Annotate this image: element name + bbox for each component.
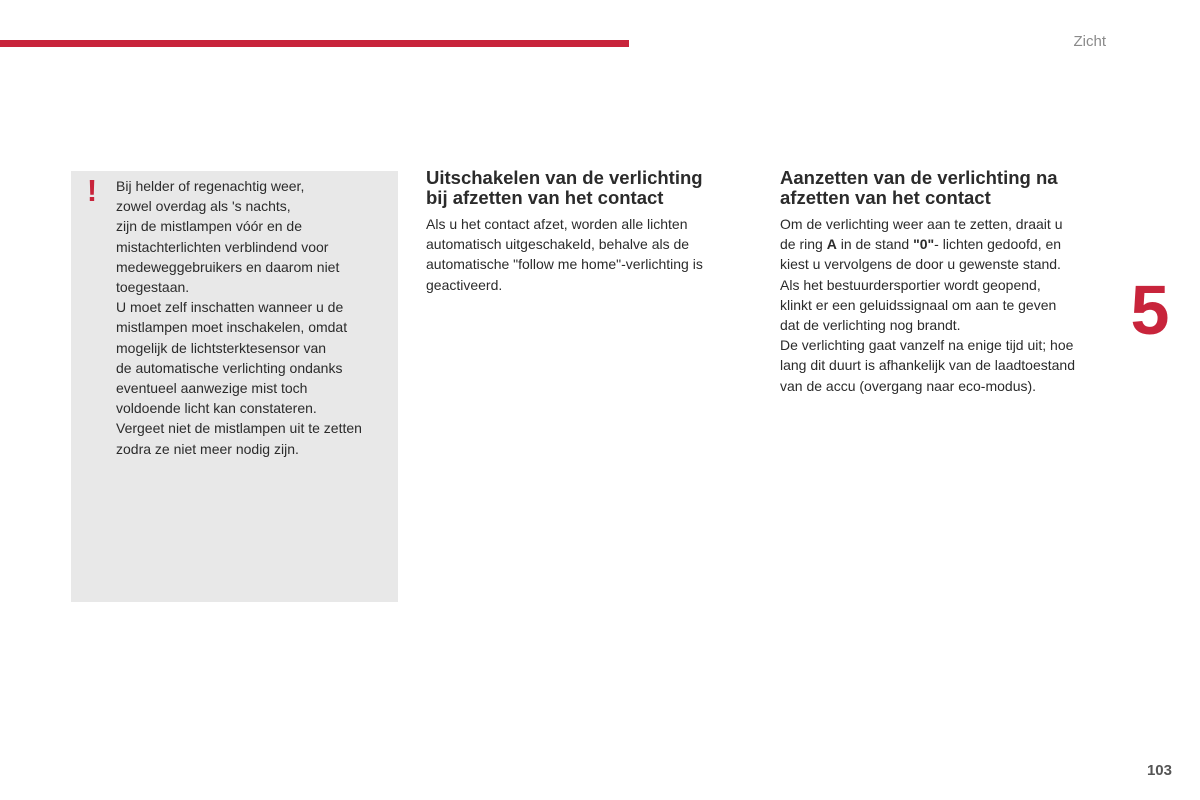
heading-line: bij afzetten van het contact — [426, 187, 664, 208]
warning-line: eventueel aanwezige mist toch — [116, 380, 308, 397]
heading-line: Uitschakelen van de verlichting — [426, 167, 703, 188]
body-line: automatisch uitgeschakeld, behalve als de — [426, 236, 690, 253]
warning-line: zowel overdag als 's nachts, — [116, 198, 291, 215]
ring-label: A — [826, 236, 837, 253]
section-heading — [780, 168, 1110, 208]
body-text-run: de ring — [780, 236, 827, 253]
section-switch-on — [780, 168, 1110, 396]
warning-line: U moet zelf inschatten wanneer u de — [116, 299, 344, 316]
body-text-run: in de stand — [836, 236, 914, 253]
chapter-number: 5 — [1130, 271, 1170, 349]
warning-line: voldoende licht kan constateren. — [116, 400, 317, 417]
body-line: dat de verlichting nog brandt. — [780, 317, 961, 334]
header-accent-bar — [0, 40, 629, 47]
body-line: automatische "follow me home"-verlichting is — [426, 256, 703, 273]
body-line: Als u het contact afzet, worden alle lichten — [426, 216, 688, 232]
exclamation-icon: ! — [86, 173, 98, 208]
warning-line: medeweggebruikers en daarom niet — [116, 258, 340, 275]
body-text-run: - lichten gedoofd, en — [934, 236, 1062, 253]
body-line: Om de verlichting weer aan te zetten, draait u — [780, 216, 1063, 232]
warning-line: Bij helder of regenachtig weer, — [116, 178, 305, 194]
body-line: lang dit duurt is afhankelijk van de laadtoestand — [780, 357, 1075, 374]
warning-line: zijn de mistlampen vóór en de — [116, 218, 302, 235]
heading-line: afzetten van het contact — [780, 187, 991, 208]
warning-line: mogelijk de lichtsterktesensor van — [116, 339, 327, 356]
section-body — [780, 214, 1110, 396]
page-number: 103 — [1146, 762, 1172, 779]
body-line: geactiveerd. — [426, 276, 503, 293]
section-heading — [426, 168, 756, 208]
heading-line: Aanzetten van de verlichting na — [780, 167, 1058, 188]
warning-line: de automatische verlichting ondanks — [116, 359, 343, 376]
body-line: Als het bestuurdersportier wordt geopend, — [780, 276, 1041, 293]
warning-line: Vergeet niet de mistlampen uit te zetten — [116, 420, 362, 437]
section-switch-off — [426, 168, 756, 295]
warning-text — [116, 176, 394, 459]
position-label: "0" — [913, 236, 935, 253]
body-line: kiest u vervolgens de door u gewenste stand. — [780, 256, 1061, 273]
warning-line: zodra ze niet meer nodig zijn. — [116, 440, 299, 457]
body-line: van de accu (overgang naar eco-modus). — [780, 377, 1037, 394]
section-name: Zicht — [1073, 33, 1106, 50]
warning-line: mistachterlichten verblindend voor — [116, 238, 329, 255]
body-line: De verlichting gaat vanzelf na enige tijd uit; hoe — [780, 337, 1074, 354]
body-line — [780, 234, 1110, 254]
body-line: klinkt er een geluidssignaal om aan te geven — [780, 296, 1057, 313]
warning-line: toegestaan. — [116, 279, 190, 296]
section-body — [426, 214, 756, 295]
warning-line: mistlampen moet inschakelen, omdat — [116, 319, 348, 336]
